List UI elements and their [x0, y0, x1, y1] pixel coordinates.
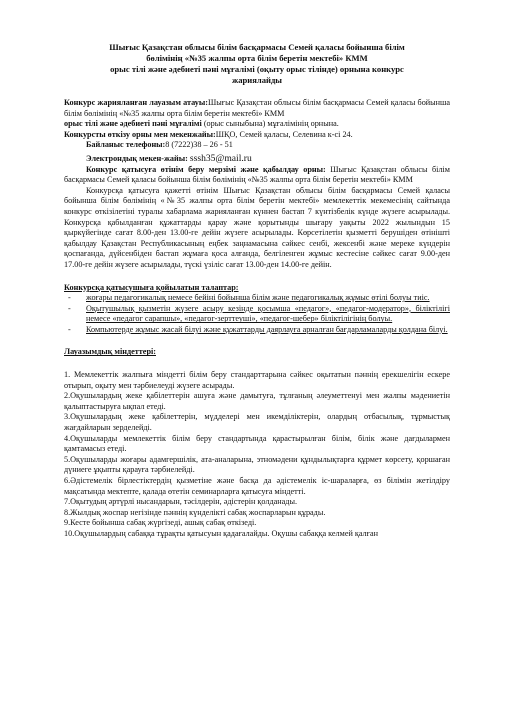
requirements-heading: Конкурсқа қатысушыға қойылатын талаптар:: [64, 282, 239, 292]
duty-item: 2.Оқушылардың жеке қабілеттерін ашуға және дамытуға, тұлғаның әлеуметтенуі мен жалпы мәдениетін қалыптастыруға ықпал етеді.: [64, 391, 450, 411]
email-label: Электрондық мекен-жайы:: [86, 153, 190, 163]
duty-item: 8.Жылдық жоспар негізінде пәннің күнделікті сабақ жоспарларын құрады.: [64, 507, 326, 517]
subject-name: орыс тілі және әдебиеті пәні мұғалімі: [64, 119, 202, 129]
title-line: бөлімінің «№35 жалпы орта білім беретін мектебі» КММ: [146, 53, 368, 63]
phone-value: 8 (7222)38 – 26 - 51: [165, 140, 233, 150]
duty-item: 10.Оқушылардың сабаққа тұрақты қатысуын қадағалайды. Оқушы сабаққа келмей қалған: [64, 528, 379, 538]
deadline-label: Конкурс қатысуға өтінім беру мерзімі және қабылдау орны:: [86, 164, 326, 174]
requirement-item: - Компьютерде жұмыс жасай білуі және құжаттарды даярлауға арналған бағдарламаларды қолдана білуі.: [68, 324, 448, 334]
deadline-paragraph: [64, 165, 450, 186]
document-title: [64, 42, 450, 86]
deadline-value: Шығыс Қазақстан облысы білім басқармасы Семей қаласы бойынша білім бөлімінің «№35 жалпы орта білім беретін мектебі» КММ: [64, 164, 450, 185]
email-value: sssh35@mail.ru: [189, 152, 252, 164]
duty-item: 1. Мемлекеттік жалпыға міндетті білім беру стандарттарына сәйкес оқытатын пәннің ерекшелігін ескере отырып, оқыту мен тәрбиелеуді жүзеге асырады.: [64, 370, 450, 390]
duties-list: [64, 370, 450, 540]
title-line: орыс тілі және әдебиеті пәні мұғалімі (оқыту орыс тілінде) орнына конкурс: [110, 64, 404, 74]
position-label: Конкурс жарияланған лауазым атауы:: [64, 98, 208, 107]
duty-item: 5.Оқушыларды жоғары адамгершілік, ата-аналарына, этномәдени құндылықтарға құрмет көрсету, қоршаған дүниеге ұқыпты қарауға тәрбиелейді.: [64, 454, 450, 475]
email-paragraph: [64, 154, 450, 165]
requirements-list: [64, 293, 450, 335]
requirement-item: - Оқытушылық қызметін жүзеге асыру кезінде қосымша «педагог», «педагог-модератор», біліктілігі немесе «педагог сарапшы», «педагог-зерттеуші», «педагог-шебер» біліктілігінің болуы.: [68, 303, 450, 324]
subject-note: (орыс сыныбына) мұғалімінің орнына.: [201, 119, 339, 129]
venue-label: Конкурсты өткізу орны мен мекенжайы:: [64, 129, 216, 139]
duties-heading: Лауазымдық міндеттері:: [64, 347, 156, 357]
duty-item: 3.Оқушылардың жеке қабілеттерін, мүдделері мен икемділіктерін, олардың отбасылық, тұрмыстық жағдайларын зерделейді.: [64, 412, 450, 433]
requirement-item: - жоғары педагогикалық немесе бейіні бойынша білім және педагогикалық жұмыс өтілі болуы тиіс.: [68, 293, 430, 303]
phone-label: Байланыс телефоны:: [86, 140, 166, 150]
position-value: Шығыс Қазақстан облысы білім басқармасы Семей қаласы бойынша білім бөлімінің «№35 жалпы орта білім беретін мектебі» КММ: [64, 98, 450, 118]
title-line: Шығыс Қазақстан облысы білім басқармасы Семей қаласы бойынша білім: [109, 42, 405, 52]
position-paragraph: [64, 98, 450, 119]
requirement-text: жоғары педагогикалық немесе бейіні бойынша білім және педагогикалық жұмыс өтілі болуы тиіс.: [86, 293, 430, 303]
requirement-text: Компьютерде жұмыс жасай білуі және құжаттарды даярлауға арналған бағдарламаларды қолдана білуі.: [86, 324, 448, 334]
subject-paragraph: [64, 119, 450, 130]
title-line: жариялайды: [231, 75, 283, 85]
document-page: [64, 42, 450, 540]
duty-item: 6.Әдістемелік бірлестіктердің қызметіне және басқа да әдістемелік іс-шараларға, өз білімін жетілдіру мақсатында мектепте, қалада өтетін семинарларға қатысуға міндетті.: [64, 476, 450, 496]
phone-paragraph: [64, 140, 450, 151]
duty-item: 4.Оқушыларды мемлекеттік білім беру стандартында қарастырылған білім, білік және дағдылармен қамтамасыз етеді.: [64, 433, 450, 454]
venue-paragraph: [64, 130, 450, 141]
venue-value: ШҚО, Семей қаласы, Селевина к-сі 24.: [215, 129, 353, 139]
duty-item: 7.Оқытудың әртүрлі нысандарын, тәсілдерін, әдістерін қолданады.: [64, 497, 298, 507]
duty-item: 9.Кесте бойынша сабақ жүргізеді, ашық сабақ өткізеді.: [64, 518, 257, 528]
application-paragraph: Конкурсқа қатысуға қажетті өтінім Шығыс Қазақстан облысы білім басқармасы Семей қаласы бойынша білім бөлімінің «№35 жалпы орта білім беретін мектебі» мемлекеттік мекемесінің сайтында конкурс өткізілетіні туралы хабарлама жарияланған күннен бастап 7 күнтізбелік күнде жүзеге асырылады. Конкурсқа қабылданған құжаттарды қарау және қорытынды шығару уақыты 2022 жылындын 15 қыркүйегінде сағат 8.00-ден 13.00-ге дейін жүзеге асырылады. Көрсетілетін қызметті берушіден өтінішті қабылдау Қазақстан Республикасының еңбек заңнамасына сәйкес сенбі, жексенбі және мереке күндерін қоспағанда, дүйсенбіден бастап жұмаға қоса алғанда, белгіленген жұмыс кестесіне сәйкес сағат 9.00-ден 17.00-ге дейін жүзеге асырылады, түскі үзіліс сағат 13.00-ден 14.00-ге дейін.: [64, 185, 450, 269]
requirement-text: Оқытушылық қызметін жүзеге асыру кезінде қосымша «педагог», «педагог-модератор», біліктілігі немесе «педагог сарапшы», «педагог-зерттеуші», «педагог-шебер» біліктілігінің болуы.: [86, 303, 450, 324]
